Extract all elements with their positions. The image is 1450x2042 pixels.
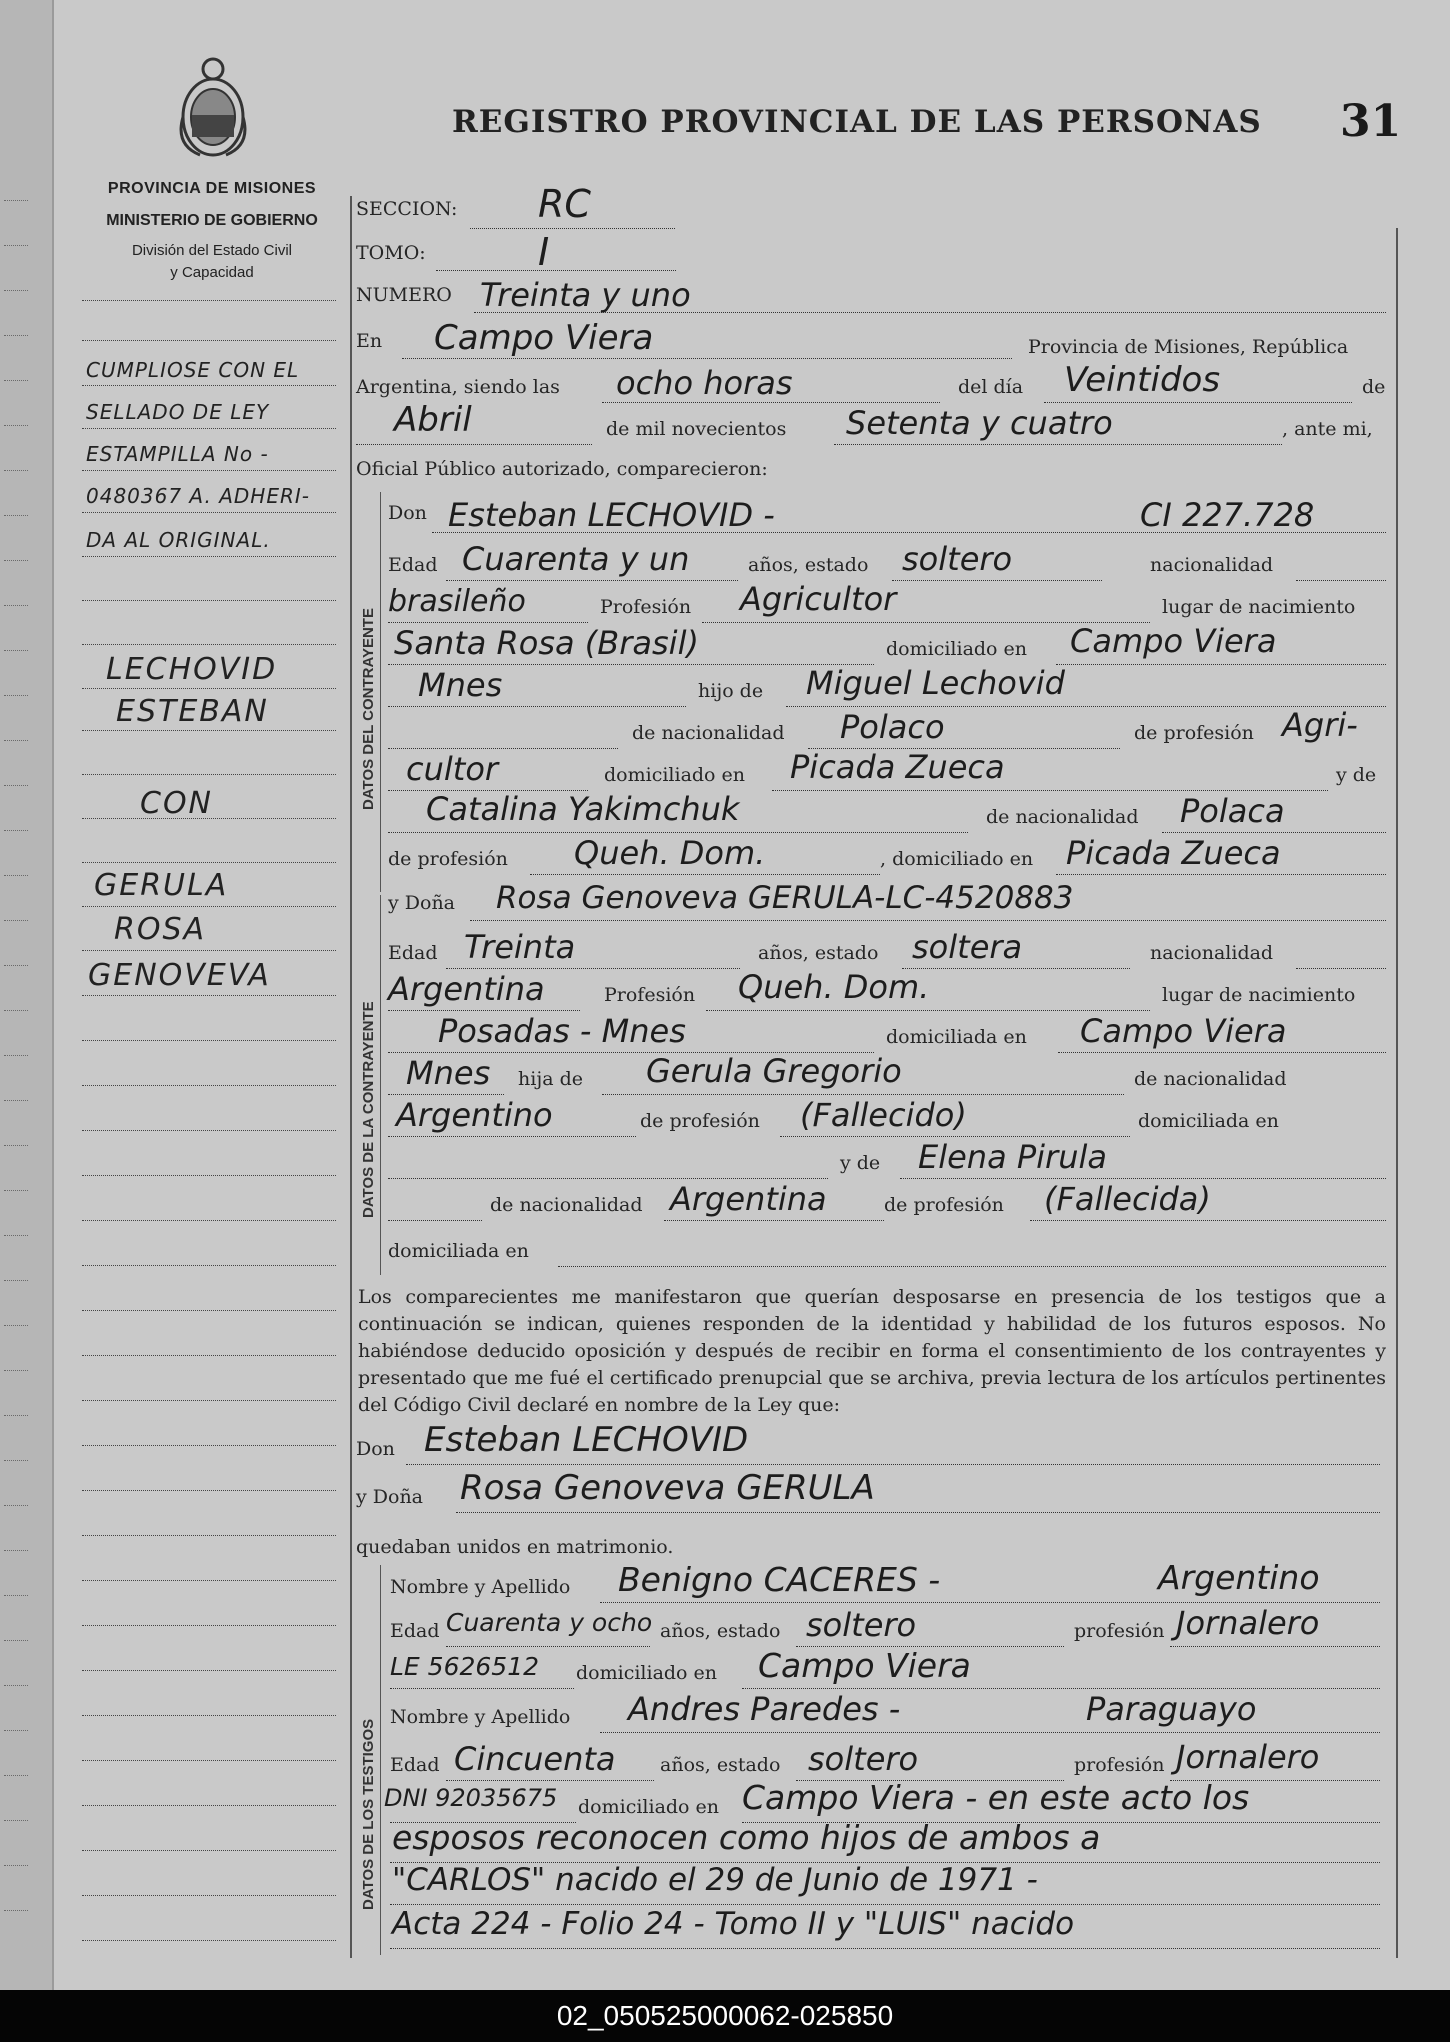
margin-line [82, 906, 336, 907]
edge-line [4, 1325, 28, 1326]
field-line [892, 580, 1102, 581]
field-line [388, 706, 686, 707]
label-nacionalidad: nacionalidad [1150, 554, 1274, 576]
edge-line [4, 1190, 28, 1191]
margin-line [82, 644, 336, 645]
org-line-capacity: y Capacidad [170, 264, 254, 281]
groom-block-line [380, 492, 381, 892]
field-line [446, 580, 738, 581]
margin-line [82, 1580, 336, 1581]
field-line [446, 1646, 650, 1647]
extra-line: esposos reconocen como hijos de ambos a [392, 1818, 1101, 1857]
side-label-witnesses: DATOS DE LOS TESTIGOS [360, 1718, 377, 1910]
margin-line [82, 950, 336, 951]
field-line [388, 622, 588, 623]
witness2-name: Andres Paredes - [628, 1690, 901, 1728]
margin-line [82, 862, 336, 863]
label-nombre-apellido-2: Nombre y Apellido [390, 1706, 571, 1728]
edge-line [4, 605, 28, 606]
org-line-province: PROVINCIA DE MISIONES [107, 180, 317, 197]
groom-nacionalidad: brasileño [388, 584, 526, 619]
label-de-profesion: de profesión [1134, 722, 1254, 744]
field-line [780, 1136, 1130, 1137]
groom-padre-nac: Polaco [840, 708, 945, 746]
field-line [470, 920, 1386, 921]
field-line [900, 1178, 1386, 1179]
bride-madre: Elena Pirula [918, 1138, 1107, 1176]
field-line [446, 1780, 654, 1781]
label-seccion: SECCION: [356, 198, 458, 220]
label-anos-estado-2: años, estado [758, 942, 879, 964]
label-nombre-apellido: Nombre y Apellido [390, 1576, 571, 1598]
field-line [530, 874, 880, 875]
margin-line [82, 1040, 336, 1041]
org-line-division: División del Estado Civil [131, 242, 293, 259]
bride-domicilio: Campo Viera [1080, 1012, 1287, 1050]
field-line [902, 968, 1130, 969]
label-profesion-4: profesión [1074, 1754, 1165, 1776]
label-provincia: Provincia de Misiones, República [1028, 336, 1349, 358]
bride-padre-prof: (Fallecido) [800, 1096, 967, 1134]
edge-line [4, 560, 28, 561]
witness1-edad: Cuarenta y ocho [446, 1608, 653, 1637]
field-line [664, 1220, 884, 1221]
label-domiciliado-3: , domiciliado en [880, 848, 1034, 870]
edge-line [4, 875, 28, 876]
label-domiciliado-5: domiciliado en [578, 1796, 720, 1818]
label-domiciliado: domiciliado en [886, 638, 1028, 660]
margin-line [82, 556, 336, 557]
bride-nacionalidad: Argentina [388, 970, 545, 1008]
page-title: REGISTRO PROVINCIAL DE LAS PERSONAS [452, 104, 1262, 140]
field-line [390, 1904, 1380, 1905]
label-hija-de: hija de [518, 1068, 583, 1090]
label-domiciliada-3: domiciliada en [388, 1240, 529, 1262]
margin-note-line: SELLADO DE LEY [86, 400, 270, 424]
bride-lugar: Posadas - Mnes [438, 1012, 686, 1050]
label-lugar-nac-2: lugar de nacimiento [1162, 984, 1356, 1006]
margin-line [82, 1445, 336, 1446]
label-profesion-2: Profesión [604, 984, 696, 1006]
edge-line [4, 1235, 28, 1236]
label-profesion: Profesión [600, 596, 692, 618]
bride-block-line [380, 895, 381, 1275]
label-nacionalidad-2: nacionalidad [1150, 942, 1274, 964]
edge-line [4, 920, 28, 921]
field-line [834, 444, 1282, 445]
field-line [600, 1732, 1380, 1733]
witness2-doc: DNI 92035675 [384, 1784, 558, 1812]
field-line [436, 270, 676, 271]
label-edad: Edad [388, 554, 438, 576]
edge-line [4, 695, 28, 696]
bride-padre-nac: Argentino [396, 1096, 553, 1134]
field-line [558, 1266, 1386, 1267]
groom-padre-prof: Agri- [1282, 706, 1358, 744]
margin-line [82, 1085, 336, 1086]
extra-line: Acta 224 - Folio 24 - Tomo II y "LUIS" nacido [392, 1906, 1075, 1942]
edge-line [4, 1730, 28, 1731]
field-line [390, 1688, 574, 1689]
margin-line [82, 428, 336, 429]
edge-line [4, 1460, 28, 1461]
margin-name: CON [140, 786, 214, 821]
label-profesion-3: profesión [1074, 1620, 1165, 1642]
edge-line [4, 380, 28, 381]
groom-doc: CI 227.728 [1140, 496, 1315, 534]
field-line [602, 1094, 1124, 1095]
field-line [406, 1464, 1380, 1465]
witness1-estado: soltero [806, 1606, 917, 1644]
label-y-de-2: y de [840, 1152, 881, 1174]
margin-line [82, 730, 336, 731]
bride-name: Rosa Genoveva GERULA-LC-4520883 [496, 880, 1074, 916]
label-anos-estado-4: años, estado [660, 1754, 781, 1776]
edge-line [4, 1910, 28, 1911]
margin-line [82, 1130, 336, 1131]
previous-page-edge [0, 0, 54, 1990]
field-line [456, 1512, 1380, 1513]
field-line [602, 402, 940, 403]
witness1-profesion: Jornalero [1176, 1604, 1320, 1642]
label-de-profesion-2: de profesión [388, 848, 508, 870]
margin-name: GENOVEVA [88, 958, 271, 993]
margin-line [82, 1715, 336, 1716]
label-de: de [1362, 376, 1386, 398]
margin-line [82, 1850, 336, 1851]
field-line [388, 1220, 482, 1221]
margin-name: GERULA [94, 868, 229, 903]
bride-profesion: Queh. Dom. [738, 968, 930, 1006]
label-del-dia: del día [958, 376, 1024, 398]
field-line [446, 968, 740, 969]
margin-line [82, 1625, 336, 1626]
label-oficial: Oficial Público autorizado, comparecieron: [356, 458, 768, 480]
edge-line [4, 1280, 28, 1281]
edge-line [4, 470, 28, 471]
margin-line [82, 1760, 336, 1761]
edge-line [4, 1100, 28, 1101]
field-line [388, 1094, 504, 1095]
bride-estado: soltera [912, 928, 1023, 966]
margin-line [82, 1895, 336, 1896]
label-anos-estado-3: años, estado [660, 1620, 781, 1642]
groom-madre-nac: Polaca [1180, 792, 1285, 830]
label-numero: NUMERO [356, 284, 452, 306]
groom-estado: soltero [902, 540, 1013, 578]
edge-line [4, 425, 28, 426]
edge-line [4, 1820, 28, 1821]
value-anio: Setenta y cuatro [846, 404, 1113, 442]
witness1-name: Benigno CACERES - [618, 1560, 941, 1599]
margin-line [82, 385, 336, 386]
label-y-dona: y Doña [388, 892, 456, 914]
field-line [1030, 1220, 1386, 1221]
field-line [1296, 968, 1386, 969]
edge-line [4, 515, 28, 516]
margin-name: LECHOVID [106, 652, 278, 687]
edge-line [4, 965, 28, 966]
margin-line [82, 1265, 336, 1266]
field-line [470, 228, 675, 229]
bride-madre-prof: (Fallecida) [1044, 1180, 1211, 1218]
edge-line [4, 785, 28, 786]
field-line [706, 1010, 1150, 1011]
margin-note-line: CUMPLIOSE CON EL [86, 358, 300, 382]
field-line [1056, 664, 1386, 665]
field-line [600, 1602, 1380, 1603]
label-edad-4: Edad [390, 1754, 440, 1776]
margin-line [82, 1535, 336, 1536]
margin-note-line: 0480367 A. ADHERI- [86, 484, 310, 508]
value-seccion: RC [538, 182, 591, 226]
margin-line [82, 600, 336, 601]
groom-domicilio2: Mnes [418, 666, 503, 704]
margin-name: ROSA [114, 912, 207, 947]
page-number: 31 [1340, 96, 1402, 147]
edge-line [4, 1685, 28, 1686]
value-mes: Abril [394, 400, 472, 440]
label-y-de: y de [1336, 764, 1377, 786]
witness2-profesion: Jornalero [1176, 1738, 1320, 1776]
margin-line [82, 774, 336, 775]
groom-profesion: Agricultor [740, 580, 897, 618]
label-tomo: TOMO: [356, 242, 426, 264]
witness1-domicilio: Campo Viera [758, 1646, 971, 1685]
field-line [772, 790, 1328, 791]
edge-line [4, 830, 28, 831]
groom-padre: Miguel Lechovid [806, 664, 1065, 702]
label-quedaban: quedaban unidos en matrimonio. [356, 1536, 674, 1558]
label-don-2: Don [356, 1438, 395, 1460]
label-domiciliado-2: domiciliado en [604, 764, 746, 786]
label-de-nacionalidad-2: de nacionalidad [986, 806, 1139, 828]
value-hora: ocho horas [616, 364, 793, 402]
field-line [388, 1010, 580, 1011]
margin-line [82, 1400, 336, 1401]
margin-line [82, 1220, 336, 1221]
bride-padre: Gerula Gregorio [646, 1052, 902, 1090]
field-line [742, 1688, 1380, 1689]
label-domiciliada-2: domiciliada en [1138, 1110, 1279, 1132]
org-line-ministry: MINISTERIO DE GOBIERNO [106, 212, 318, 229]
field-line [390, 1948, 1380, 1949]
label-de-nacionalidad: de nacionalidad [632, 722, 785, 744]
witness1-doc: LE 5626512 [390, 1652, 540, 1681]
witness2-estado: soltero [808, 1740, 919, 1778]
margin-line [82, 470, 336, 471]
edge-line [4, 1055, 28, 1056]
image-id-footer: 02_050525000062-025850 [0, 1990, 1450, 2042]
margin-line [82, 1355, 336, 1356]
edge-line [4, 1145, 28, 1146]
label-domiciliado-4: domiciliado en [576, 1662, 718, 1684]
margin-line [82, 1670, 336, 1671]
value-en: Campo Viera [434, 318, 654, 358]
label-domiciliada: domiciliada en [886, 1026, 1027, 1048]
margin-note-line: DA AL ORIGINAL. [86, 528, 271, 552]
field-line [388, 1136, 636, 1137]
field-line [1296, 580, 1386, 581]
label-hijo-de: hijo de [698, 680, 764, 702]
margin-line [82, 512, 336, 513]
field-line [1058, 1052, 1386, 1053]
bride-madre-nac: Argentina [670, 1180, 827, 1218]
side-label-bride: DATOS DE LA CONTRAYENTE [360, 1001, 377, 1218]
bride-edad: Treinta [464, 928, 576, 966]
label-de-nacionalidad-4: de nacionalidad [490, 1194, 643, 1216]
groom-madre-prof: Queh. Dom. [574, 834, 766, 872]
groom-madre-dom: Picada Zueca [1066, 834, 1281, 872]
coat-of-arms-icon [170, 55, 256, 165]
groom-edad: Cuarenta y un [462, 540, 690, 578]
extra-line: "CARLOS" nacido el 29 de Junio de 1971 - [392, 1862, 1038, 1898]
edge-line [4, 335, 28, 336]
witness2-nacionalidad: Paraguayo [1086, 1690, 1257, 1728]
field-line [402, 358, 1012, 359]
bride-domicilio2: Mnes [406, 1054, 491, 1092]
margin-line [82, 995, 336, 996]
field-line [1162, 832, 1386, 833]
label-de-mil: de mil novecientos [606, 418, 787, 440]
field-line [1056, 874, 1386, 875]
value-tomo: I [538, 230, 550, 274]
label-lugar-nac: lugar de nacimiento [1162, 596, 1356, 618]
groom-madre: Catalina Yakimchuk [426, 790, 740, 828]
label-y-dona-2: y Doña [356, 1486, 424, 1508]
witness2-domicilio: Campo Viera - en este acto los [742, 1778, 1250, 1817]
edge-line [4, 1010, 28, 1011]
right-frame-line [1396, 228, 1398, 1958]
edge-line [4, 245, 28, 246]
edge-line [4, 1595, 28, 1596]
edge-line [4, 650, 28, 651]
groom-name: Esteban LECHOVID - [448, 496, 775, 534]
field-line [388, 748, 618, 749]
field-line [388, 832, 968, 833]
edge-line [4, 1415, 28, 1416]
label-edad-2: Edad [388, 942, 438, 964]
side-label-groom: DATOS DEL CONTRAYENTE [360, 608, 377, 810]
witness2-edad: Cincuenta [454, 1740, 616, 1778]
margin-line [82, 1940, 336, 1941]
label-en: En [356, 330, 383, 352]
value-numero: Treinta y uno [480, 276, 691, 314]
groom-lugar: Santa Rosa (Brasil) [394, 624, 699, 662]
field-line [356, 444, 592, 445]
edge-line [4, 1640, 28, 1641]
margin-name: ESTEBAN [116, 694, 269, 729]
margin-line [82, 1805, 336, 1806]
edge-line [4, 1370, 28, 1371]
edge-line [4, 740, 28, 741]
margin-line [82, 300, 336, 301]
label-don: Don [388, 502, 427, 524]
margin-line [82, 1175, 336, 1176]
edge-line [4, 200, 28, 201]
edge-line [4, 290, 28, 291]
declared-bride: Rosa Genoveva GERULA [460, 1468, 875, 1508]
edge-line [4, 1775, 28, 1776]
label-de-nacionalidad-3: de nacionalidad [1134, 1068, 1287, 1090]
declaration-paragraph: Los comparecientes me manifestaron que querían desposarse en presencia de los testigos que a continuación se indican, quienes responden de la identidad y habilidad de los futuros esposos. No habiéndose deducido oposición y después de recibir en forma el consentimiento de los contrayentes y presentado que me fué el certificado prenupcial que se archiva, previa lectura de los artículos pertinentes del Código Civil declaré en nombre de la Ley que: [358, 1286, 1386, 1416]
witness-block-line [380, 1565, 381, 1955]
margin-line [82, 1490, 336, 1491]
field-line [1170, 1646, 1380, 1647]
label-de-profesion-4: de profesión [884, 1194, 1004, 1216]
label-ante-mi: , ante mi, [1282, 418, 1373, 440]
field-line [388, 664, 874, 665]
groom-padre-prof2: cultor [406, 750, 499, 788]
value-dia: Veintidos [1064, 360, 1221, 400]
margin-line [82, 340, 336, 341]
groom-domicilio: Campo Viera [1070, 622, 1277, 660]
margin-line [82, 688, 336, 689]
label-argentina-siendo: Argentina, siendo las [356, 376, 560, 398]
edge-line [4, 1505, 28, 1506]
label-anos-estado: años, estado [748, 554, 869, 576]
left-frame-line [350, 196, 352, 1958]
margin-line [82, 1310, 336, 1311]
field-line [388, 1178, 828, 1179]
margin-note-line: ESTAMPILLA No - [86, 442, 269, 466]
declared-groom: Esteban LECHOVID [424, 1420, 749, 1460]
label-de-profesion-3: de profesión [640, 1110, 760, 1132]
groom-padre-dom: Picada Zueca [790, 748, 1005, 786]
witness1-nacionalidad: Argentino [1158, 1558, 1320, 1597]
field-line [1044, 402, 1352, 403]
label-edad-3: Edad [390, 1620, 440, 1642]
edge-line [4, 1865, 28, 1866]
edge-line [4, 1550, 28, 1551]
